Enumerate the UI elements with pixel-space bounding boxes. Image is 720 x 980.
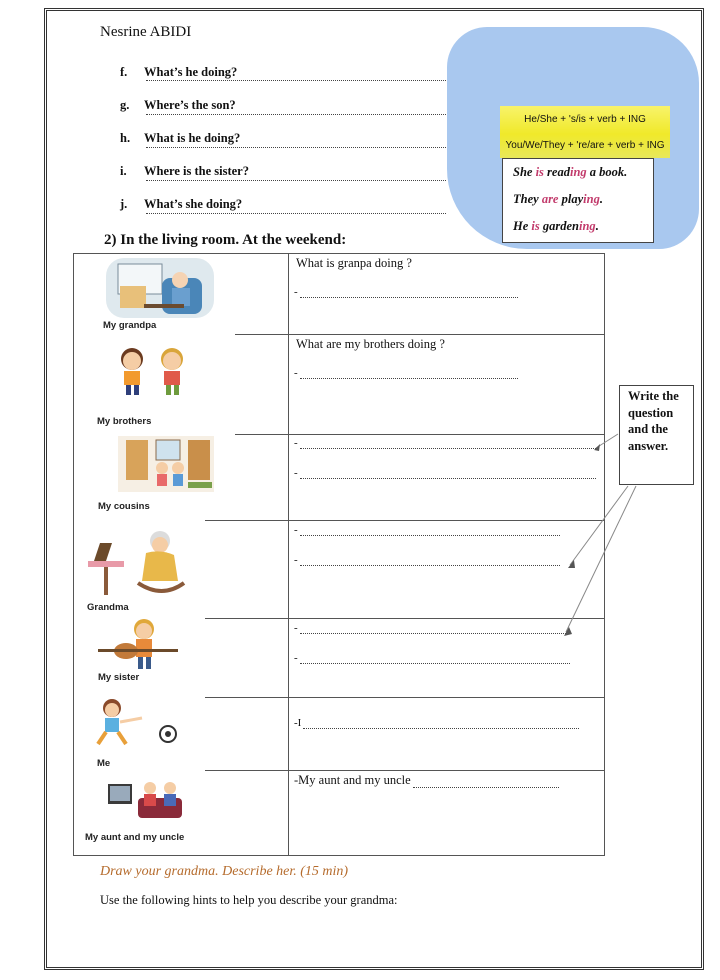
author-name: Nesrine ABIDI: [100, 24, 192, 40]
answer-line[interactable]: -: [294, 622, 570, 634]
answer-line[interactable]: -: [294, 554, 560, 566]
row-caption: Grandma: [87, 602, 129, 613]
answer-line[interactable]: -: [294, 467, 596, 479]
row-caption: My grandpa: [103, 320, 157, 331]
example-1: She is reading a book.: [513, 165, 628, 179]
answer-line[interactable]: -: [294, 367, 518, 379]
question-h: h. What is he doing?: [120, 131, 241, 145]
row-prompt: What is granpa doing ?: [296, 256, 412, 270]
row-caption: My cousins: [98, 501, 150, 512]
answer-line[interactable]: -: [294, 286, 518, 298]
draw-task-title: Draw your grandma. Describe her. (15 min): [100, 864, 349, 879]
answer-line[interactable]: -My aunt and my uncle: [294, 773, 559, 788]
grammar-rule-singular: He/She + 's/is + verb + ING: [500, 106, 670, 134]
answer-line[interactable]: -: [294, 437, 596, 449]
instruction-note: Write the question and the answer.: [619, 385, 694, 485]
section-2-title: 2) In the living room. At the weekend:: [104, 232, 347, 248]
example-2: They are playing.: [513, 192, 603, 206]
row-caption: My aunt and my uncle: [85, 832, 185, 843]
answer-line[interactable]: -: [294, 524, 560, 536]
answer-line[interactable]: -I: [294, 717, 579, 729]
hints-instruction: Use the following hints to help you describe your grandma:: [100, 893, 398, 907]
example-3: He is gardening.: [513, 219, 599, 233]
question-j: j. What’s she doing?: [120, 197, 243, 211]
question-i: i. Where is the sister?: [120, 164, 249, 178]
row-caption: My sister: [98, 672, 140, 683]
row-caption: My brothers: [97, 416, 152, 427]
row-prompt: What are my brothers doing ?: [296, 337, 445, 351]
question-g: g. Where’s the son?: [120, 98, 236, 112]
answer-line[interactable]: -: [294, 652, 570, 664]
row-caption: Me: [97, 758, 111, 769]
grammar-rule-plural: You/We/They + 're/are + verb + ING: [500, 134, 670, 158]
question-f: f. What’s he doing?: [120, 65, 238, 79]
